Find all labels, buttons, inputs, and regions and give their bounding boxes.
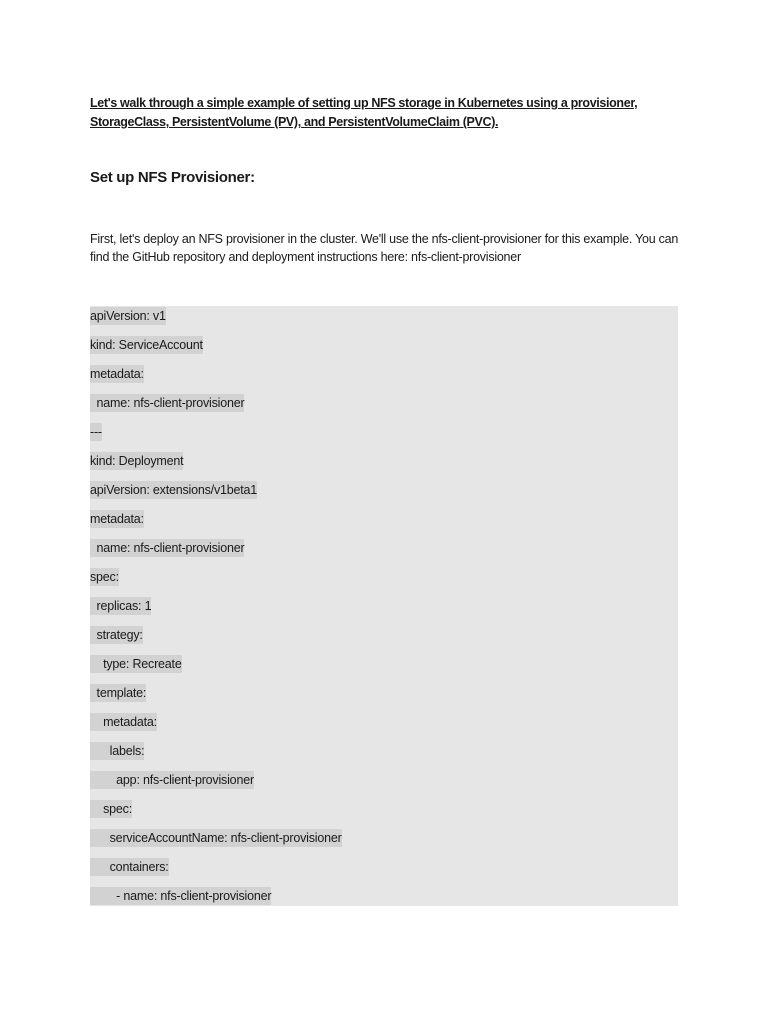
code-line: strategy: (90, 628, 143, 642)
code-line: serviceAccountName: nfs-client-provisioner (90, 831, 342, 845)
section-heading: Set up NFS Provisioner: (90, 169, 255, 186)
code-line: labels: (90, 744, 145, 758)
code-line: - name: nfs-client-provisioner (90, 889, 272, 903)
code-line: kind: Deployment (90, 454, 184, 468)
code-line: metadata: (90, 367, 144, 381)
code-block (90, 306, 678, 906)
code-line: --- (90, 425, 102, 439)
code-line: metadata: (90, 715, 157, 729)
body-paragraph: First, let's deploy an NFS provisioner in the cluster. We'll use the nfs-client-provisioner for this example. You can find the GitHub repository and deployment instructions here: nfs-client-provisioner (90, 232, 679, 264)
code-line: name: nfs-client-provisioner (90, 541, 245, 555)
code-line: replicas: 1 (90, 599, 152, 613)
code-line: app: nfs-client-provisioner (90, 773, 254, 787)
code-line: template: (90, 686, 147, 700)
code-line: apiVersion: v1 (90, 309, 166, 323)
code-line: containers: (90, 860, 169, 874)
code-line: type: Recreate (90, 657, 182, 671)
code-line: spec: (90, 570, 119, 584)
code-line: apiVersion: extensions/v1beta1 (90, 483, 258, 497)
code-line: metadata: (90, 512, 144, 526)
code-line: kind: ServiceAccount (90, 338, 203, 352)
code-line: spec: (90, 802, 132, 816)
code-line: name: nfs-client-provisioner (90, 396, 245, 410)
intro-text: Let's walk through a simple example of setting up NFS storage in Kubernetes using a provisioner, StorageClass, PersistentVolume (PV), and PersistentVolumeClaim (PVC). (90, 96, 638, 129)
